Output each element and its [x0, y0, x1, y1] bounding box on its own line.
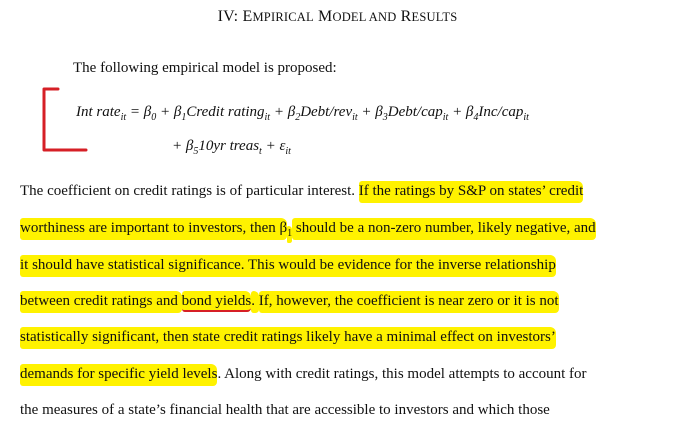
- underlined-text: bond yields: [182, 291, 252, 312]
- equation-subscript: 0: [151, 112, 157, 123]
- equation-subscript: 4: [473, 112, 479, 123]
- equation-term: Debt/rev: [300, 104, 353, 120]
- equation-subscript: it: [442, 112, 449, 123]
- paragraph-line: [20, 220, 596, 239]
- highlighted-text: should be a non-zero number, likely negative, and: [292, 218, 595, 240]
- equation-term: 10yr treas: [198, 138, 260, 154]
- paragraph-line: [20, 183, 583, 200]
- equation-subscript: t: [259, 146, 262, 157]
- equation-term: + β: [448, 104, 474, 120]
- highlighted-text: worthiness are important to investors, then β: [20, 218, 287, 240]
- equation-line-2: [172, 138, 291, 157]
- paragraph-line: [20, 402, 550, 419]
- equation-term: Inc/cap: [478, 104, 524, 120]
- equation-term: + ε: [261, 138, 286, 154]
- equation-term: Debt/cap: [387, 104, 443, 120]
- equation-term: + β: [156, 104, 182, 120]
- equation-subscript: it: [120, 112, 127, 123]
- highlighted-text: demands for specific yield levels: [20, 364, 217, 386]
- equation-subscript: it: [352, 112, 358, 123]
- highlighted-text: between credit ratings and: [20, 291, 182, 313]
- paragraph-line: [20, 257, 556, 274]
- paragraph-line: [20, 293, 559, 310]
- equation-subscript: it: [523, 112, 529, 123]
- text-run: . Along with credit ratings, this model attempts to account for: [217, 366, 587, 382]
- equation-term: Credit rating: [186, 104, 265, 120]
- equation-subscript: it: [285, 146, 291, 157]
- highlighted-text: If, however, the coefficient is near zero or it is not: [259, 291, 559, 313]
- equation-subscript: 2: [295, 112, 301, 123]
- text-run: the measures of a state’s financial health that are accessible to investors and which those: [20, 402, 550, 418]
- highlighted-text: it should have statistical significance. This would be evidence for the inverse relationship: [20, 255, 556, 277]
- intro-sentence: The following empirical model is proposed:: [73, 60, 337, 76]
- equation-line-1: [76, 104, 529, 123]
- equation-subscript: 3: [382, 112, 388, 123]
- equation-term: + β: [357, 104, 383, 120]
- section-heading: IV: EMPIRICAL MODEL AND RESULTS: [217, 8, 458, 25]
- highlighted-text: statistically significant, then state credit ratings likely have a minimal effect on investors’: [20, 327, 556, 349]
- equation-term: = β: [126, 104, 152, 120]
- equation-term: + β: [270, 104, 296, 120]
- equation-subscript: 1: [181, 112, 187, 123]
- equation-subscript: 5: [193, 146, 199, 157]
- highlighted-text: If the ratings by S&P on states’ credit: [359, 181, 584, 203]
- equation-term: Int rate: [76, 104, 121, 120]
- highlighted-text: .: [251, 291, 259, 313]
- highlighted-text: 1: [287, 226, 292, 243]
- equation-subscript: it: [264, 112, 271, 123]
- paragraph-line: [20, 366, 587, 383]
- equation-term: + β: [172, 138, 194, 154]
- text-run: The coefficient on credit ratings is of particular interest.: [20, 183, 359, 199]
- paragraph-line: [20, 329, 556, 346]
